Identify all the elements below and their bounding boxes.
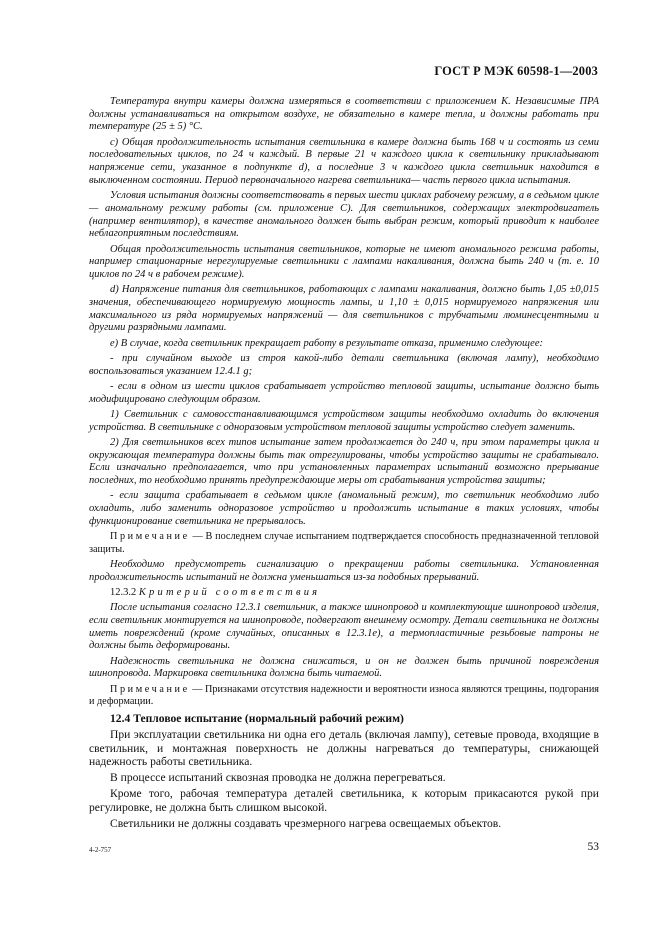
paragraph: Необходимо предусмотреть сигнализацию о прекращении работы светильника. Установленная продолжительность испытаний не должна уменьшаться из-за подобных прерываний. bbox=[89, 559, 599, 583]
page-number: 53 bbox=[587, 841, 599, 853]
paragraph: - при случайном выходе из строя какой-либо детали светильника (включая лампу), необходимо воспользоваться указанием 12.4.1 g; bbox=[89, 352, 599, 377]
paragraph: В процессе испытаний сквозная проводка не должна перегреваться. bbox=[110, 771, 446, 785]
paragraph: Светильники не должны создавать чрезмерного нагрева освещаемых объектов. bbox=[110, 817, 502, 831]
paragraph: 2) Для светильников всех типов испытание затем продолжается до 240 ч, при этом параметры цикла и окружающая температура должны быть так отрегулированы, чтобы устройство защиты не срабатывало. Если изначально предполагается, что при установленных параметрах испытаний возможно прерывание последних, то необходимо принять предупреждающие меры от срабатывания устройства защиты; bbox=[89, 436, 599, 487]
paragraph: Условия испытания должны соответствовать в первых шести циклах рабочему режиму, а в седьмом цикле — аномальному режиму работы (см. приложение С). Для светильников, содержащих электродвигатель (например вентилятор), в качестве аномального должен быть выбран режим, который приводит к наиболее неблагоприятным последствиям. bbox=[89, 190, 599, 240]
paragraph: е) В случае, когда светильник прекращает работу в результате отказа, применимо следующее: bbox=[110, 337, 543, 349]
note-title: Примечание bbox=[110, 683, 190, 695]
paragraph: с) Общая продолжительность испытания светильника в камере должна быть 168 ч и состоять из семи последовательных циклов, по 24 ч каждый. В первые 21 ч каждого цикла к светильнику прикладывают напряжение сети, указанное в подпункте d), а последние 3 ч каждого цикла светильник находится в выключенном состоянии. Период первоначального нагрева светильника— часть первого цикла испытания. bbox=[89, 136, 599, 186]
page-content bbox=[89, 96, 599, 833]
paragraph: Кроме того, рабочая температура деталей светильника, к которым прикасаются рукой при регулировке, не должна быть слишком высокой. bbox=[89, 787, 599, 815]
note-title: Примечание bbox=[110, 531, 190, 543]
paragraph: Температура внутри камеры должна измеряться в соответствии с приложением K. Независимые ПРА должны устанавливаться на открытом воздухе, не обязательно в камере тепла, и должны работать при температуре (25 ± 5) °С. bbox=[89, 96, 599, 133]
section-heading: 12.4 Тепловое испытание (нормальный рабочий режим) bbox=[110, 711, 404, 725]
subsection-heading bbox=[89, 587, 599, 600]
paragraph: После испытания согласно 12.3.1 светильник, а также шинопровод и комплектующие шинопровод изделия, если светильник монтируется на шинопроводе, подвергают внешнему осмотру. Детали светильника не должны иметь повреждений (кроме случайных, описанных в 12.3.1е), а термопластичные резьбовые патроны не должны быть деформированы. bbox=[89, 602, 599, 652]
paragraph: При эксплуатации светильника ни одна его деталь (включая лампу), сетевые провода, входящие в светильник, и монтажная поверхность не должны нагреваться до температуры, снижающей надежность работы светильника. bbox=[89, 727, 599, 769]
note-text: — В последнем случае испытанием подтверждается способность предназначенной тепловой защиты. bbox=[89, 531, 599, 555]
paragraph: - если защита срабатывает в седьмом цикле (аномальный режим), то светильник необходимо либо охладить, либо заменить одноразовое устройство и продолжить испытание в таких условиях, чтобы функционирование светильника не прерывалось. bbox=[89, 490, 599, 527]
footer-code: 4-2-757 bbox=[89, 846, 112, 854]
note-text: — Признаками отсутствия надежности и вероятности износа являются трещины, подгорания и деформации. bbox=[89, 683, 599, 708]
paragraph: d) Напряжение питания для светильников, работающих с лампами накаливания, должно быть 1,05 ±0,015 значения, обеспечивающего нормируемую мощность лампы, и 1,10 ± 0,015 нормируемого напряжения или максимального из ряда нормируемых напряжений — для светильников с трубчатыми люминесцентными и другими разрядными лампами. bbox=[89, 284, 599, 334]
subsection-number: 12.3.2 bbox=[110, 587, 137, 599]
subsection-title: Критерий соответствия bbox=[138, 587, 321, 599]
paragraph: - если в одном из шести циклов срабатывает устройство тепловой защиты, испытание должно быть модифицировано следующим образом. bbox=[89, 380, 599, 405]
standard-header: ГОСТ Р МЭК 60598-1—2003 bbox=[434, 64, 598, 78]
paragraph: Общая продолжительность испытания светильников, которые не имеют аномального режима работы, например стационарные нерегулируемые светильники с лампами накаливания, должна быть 240 ч (т. е. 10 циклов по 24 ч в рабочем режиме). bbox=[89, 243, 599, 280]
paragraph: Надежность светильника не должна снижаться, и он не должен быть причиной повреждения шинопровода. Маркировка светильника должна быть читаемой. bbox=[89, 655, 599, 680]
note bbox=[89, 531, 599, 556]
paragraph: 1) Светильник с самовосстанавливающимся устройством защиты необходимо охладить до включения устройства. В светильнике с одноразовым устройством тепловой защиты устройство следует заменить. bbox=[89, 408, 599, 433]
note bbox=[89, 684, 599, 709]
